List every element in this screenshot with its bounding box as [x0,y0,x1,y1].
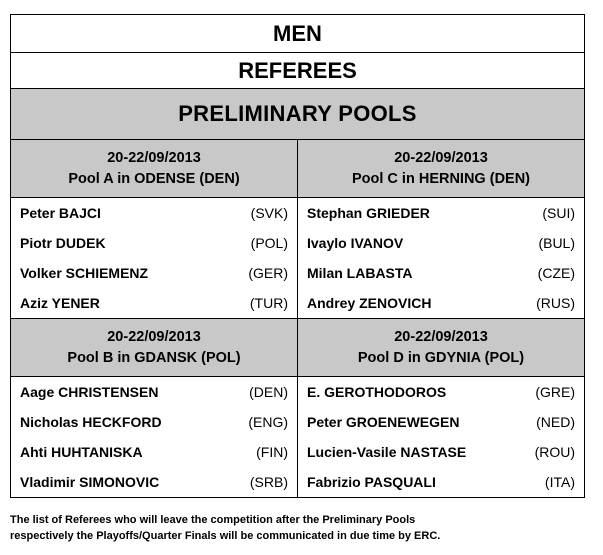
referees-heading: REFEREES [10,52,585,88]
referee-country: (ITA) [544,474,575,490]
referee-country: (CZE) [537,265,575,281]
men-heading: MEN [10,14,585,52]
referee-name: Milan LABASTA [307,265,413,281]
referee-rows-1 [10,197,585,318]
referee-row [298,228,584,258]
pool-d-referees [297,377,584,497]
pool-c-referees [297,198,584,318]
pool-a-referees [11,198,297,318]
referee-name: Andrey ZENOVICH [307,295,432,311]
pool-a-dates: 20-22/09/2013 [107,149,201,166]
referee-country: (DEN) [249,384,288,400]
referee-country: (POL) [250,235,288,251]
referee-row [11,198,297,228]
footnote [10,512,590,544]
referee-name: Aziz YENER [20,295,100,311]
referee-row [11,258,297,288]
referee-row [298,258,584,288]
pool-b-referees [11,377,297,497]
referee-row [11,228,297,258]
referee-row [298,467,584,497]
pool-c-title: Pool C in HERNING (DEN) [351,170,531,187]
referee-country: (SUI) [542,205,575,221]
referee-row [298,437,584,467]
pool-b-title: Pool B in GDANSK (POL) [67,349,241,366]
footnote-line-1: The list of Referees who will leave the competition after the Preliminary Pools [10,514,416,526]
preliminary-pools-heading: PRELIMINARY POOLS [10,88,585,139]
referee-name: E. GEROTHODOROS [307,384,447,400]
referee-row [298,198,584,228]
pool-b-header [11,319,297,376]
pool-header-row-1 [10,139,585,197]
referee-country: (RUS) [536,295,575,311]
pool-c-dates: 20-22/09/2013 [394,149,488,166]
referee-row [11,377,297,407]
referee-country: (FIN) [256,444,288,460]
referee-country: (ENG) [248,414,288,430]
referee-country: (NED) [536,414,575,430]
referee-name: Ivaylo IVANOV [307,235,404,251]
pool-d-header [297,319,584,376]
referee-row [298,377,584,407]
referee-country: (GRE) [535,384,575,400]
referee-row [11,407,297,437]
referee-country: (SRB) [249,474,288,490]
pool-header-row-2 [10,318,585,376]
referee-row [11,437,297,467]
referee-row [11,288,297,318]
table-bottom-border [10,497,585,498]
referee-name: Lucien-Vasile NASTASE [307,444,467,460]
pool-a-header [11,140,297,197]
referee-name: Peter BAJCI [20,205,101,221]
pool-d-title: Pool D in GDYNIA (POL) [357,349,525,366]
referee-country: (ROU) [534,444,575,460]
referee-row [298,407,584,437]
referee-country: (TUR) [249,295,288,311]
referee-country: (SVK) [250,205,288,221]
referees-table [10,14,585,498]
referee-country: (GER) [248,265,288,281]
referee-name: Nicholas HECKFORD [20,414,162,430]
pool-c-header [297,140,584,197]
referee-name: Aage CHRISTENSEN [20,384,159,400]
referee-name: Vladimir SIMONOVIC [20,474,160,490]
referee-name: Piotr DUDEK [20,235,106,251]
pool-a-title: Pool A in ODENSE (DEN) [68,170,240,187]
pool-b-dates: 20-22/09/2013 [107,328,201,345]
referee-country: (BUL) [538,235,575,251]
referee-name: Fabrizio PASQUALI [307,474,436,490]
referee-name: Peter GROENEWEGEN [307,414,460,430]
referee-name: Stephan GRIEDER [307,205,430,221]
referee-row [298,288,584,318]
referee-name: Volker SCHIEMENZ [20,265,149,281]
footnote-line-2: respectively the Playoffs/Quarter Finals will be communicated in due time by ERC. [10,530,441,542]
pool-d-dates: 20-22/09/2013 [394,328,488,345]
referee-name: Ahti HUHTANISKA [20,444,143,460]
referee-row [11,467,297,497]
referee-rows-2 [10,376,585,497]
